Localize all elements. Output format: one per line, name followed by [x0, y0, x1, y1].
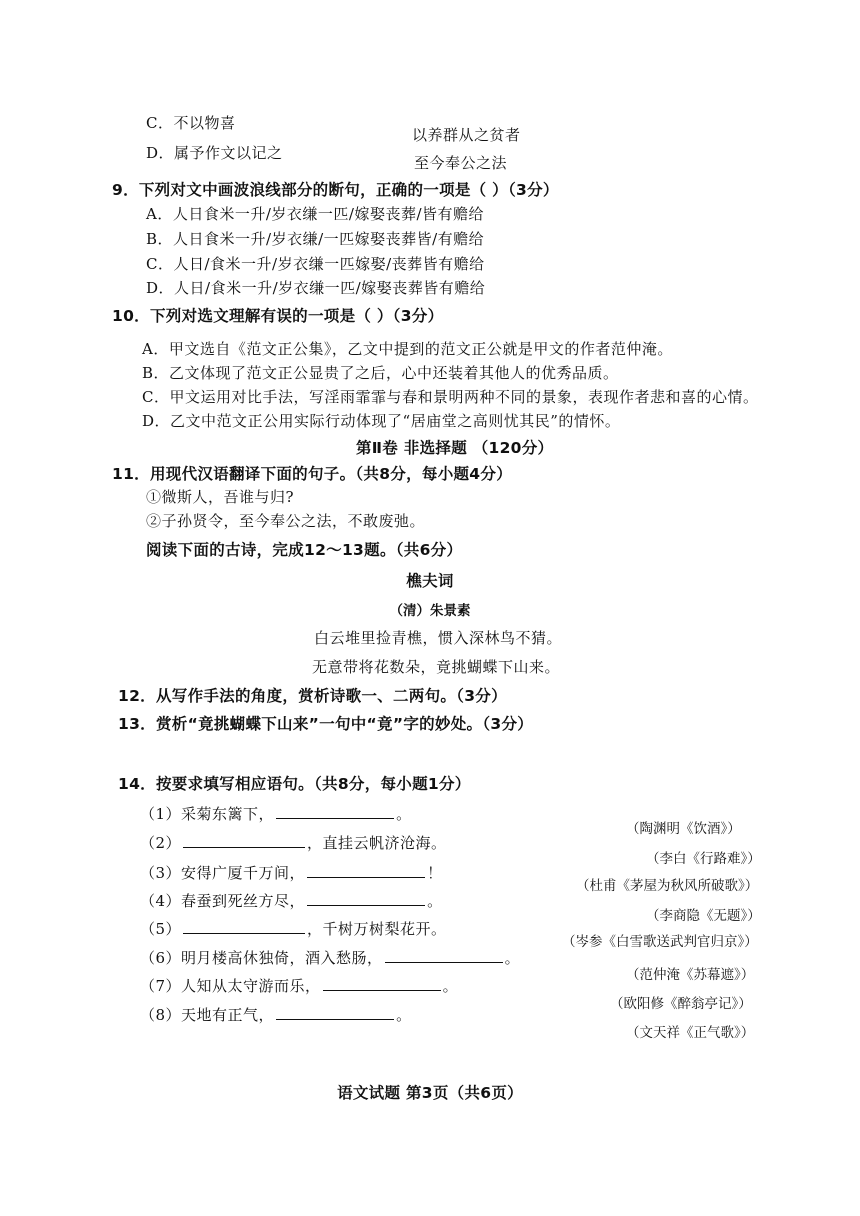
poem-intro: 阅读下面的古诗，完成12～13题。（共6分）: [146, 541, 463, 559]
q10-option-b: B．乙文体现了范文正公显贵了之后，心中还装着其他人的优秀品质。: [142, 364, 619, 382]
q8-option-d-left: D．属予作文以记之: [146, 144, 283, 162]
poem-author: （清）朱景素: [389, 603, 471, 619]
q14-source-4: （李商隐《无题》）: [646, 908, 761, 924]
q14-source-5: （岑参《白雪歌送武判官归京》）: [562, 934, 758, 950]
q14-source-7: （欧阳修《醉翁亭记》）: [610, 996, 752, 1012]
q10-option-d: D．乙文中范文正公用实际行动体现了“居庙堂之高则忧其民”的情怀。: [142, 412, 621, 430]
q11-item-1: ①微斯人，吾谁与归?: [146, 488, 295, 506]
answer-blank[interactable]: [307, 891, 425, 906]
q8-option-d-right: 至今奉公之法: [414, 154, 508, 172]
q10-stem: 10．下列对选文理解有误的一项是（ ）（3分）: [112, 307, 444, 325]
q11-stem: 11．用现代汉语翻译下面的句子。（共8分，每小题4分）: [112, 465, 512, 483]
q14-source-6: （范仲淹《苏幕遮》）: [626, 967, 755, 983]
q8-option-c-left: C．不以物喜: [146, 114, 236, 132]
q14-item-6: （6）明月楼高休独倚，酒入愁肠， 。: [140, 949, 521, 967]
q14-source-2: （李白《行路难》）: [646, 851, 761, 867]
q12-stem: 12．从写作手法的角度，赏析诗歌一、二两句。（3分）: [118, 687, 507, 705]
q10-option-a: A．甲文选自《范文正公集》，乙文中提到的范文正公就是甲文的作者范仲淹。: [142, 340, 673, 358]
answer-blank[interactable]: [276, 804, 394, 819]
q14-source-3: （杜甫《茅屋为秋风所破歌》）: [576, 878, 759, 894]
answer-blank[interactable]: [276, 1005, 394, 1020]
page-footer: 语文试题 第3页（共6页）: [337, 1084, 523, 1102]
q9-option-b: B．人日食米一升/岁衣缣/一匹嫁娶丧葬皆/有赡给: [146, 230, 485, 248]
answer-blank[interactable]: [183, 919, 305, 934]
answer-blank[interactable]: [323, 976, 441, 991]
q13-stem: 13．赏析“竟挑蝴蝶下山来”一句中“竟”字的妙处。（3分）: [118, 715, 534, 733]
q14-item-2: （2） ，直挂云帆济沧海。: [140, 834, 447, 852]
q14-stem: 14．按要求填写相应语句。（共8分，每小题1分）: [118, 775, 471, 793]
poem-title: 樵夫词: [406, 572, 454, 590]
q9-option-d: D．人日/食米一升/岁衣缣一匹/嫁娶丧葬皆有赡给: [146, 279, 486, 297]
q14-item-4: （4）春蚕到死丝方尽， 。: [140, 892, 443, 910]
q9-option-a: A．人日食米一升/岁衣缣一匹/嫁娶丧葬/皆有赡给: [146, 205, 484, 223]
poem-line-1: 白云堆里捡青樵，惯入深林鸟不猜。: [314, 629, 563, 647]
q14-item-8: （8）天地有正气， 。: [140, 1006, 412, 1024]
q11-item-2: ②子孙贤令，至今奉公之法，不敢废弛。: [146, 512, 426, 530]
q10-option-c: C．甲文运用对比手法，写淫雨霏霏与春和景明两种不同的景象，表现作者悲和喜的心情。: [142, 388, 759, 406]
section-heading: 第Ⅱ卷 非选择题 （120分）: [356, 439, 554, 457]
q14-source-8: （文天祥《正气歌》）: [626, 1025, 755, 1041]
poem-line-2: 无意带将花数朵，竟挑蝴蝶下山来。: [312, 658, 561, 676]
answer-blank[interactable]: [183, 833, 305, 848]
q14-item-7: （7）人知从太守游而乐， 。: [140, 977, 459, 995]
q14-item-5: （5） ，千树万树梨花开。: [140, 920, 447, 938]
q14-item-3: （3）安得广厦千万间， ！: [140, 864, 443, 882]
q9-option-c: C．人日/食米一升/岁衣缣一匹嫁娶/丧葬皆有赡给: [146, 255, 485, 273]
answer-blank[interactable]: [307, 863, 425, 878]
answer-blank[interactable]: [385, 948, 503, 963]
q9-stem: 9．下列对文中画波浪线部分的断句，正确的一项是（ ）（3分）: [112, 181, 559, 199]
q14-source-1: （陶渊明《饮酒》）: [626, 821, 741, 837]
q8-option-c-right: 以养群从之贫者: [412, 126, 521, 144]
q14-item-1: （1）采菊东篱下， 。: [140, 805, 412, 823]
